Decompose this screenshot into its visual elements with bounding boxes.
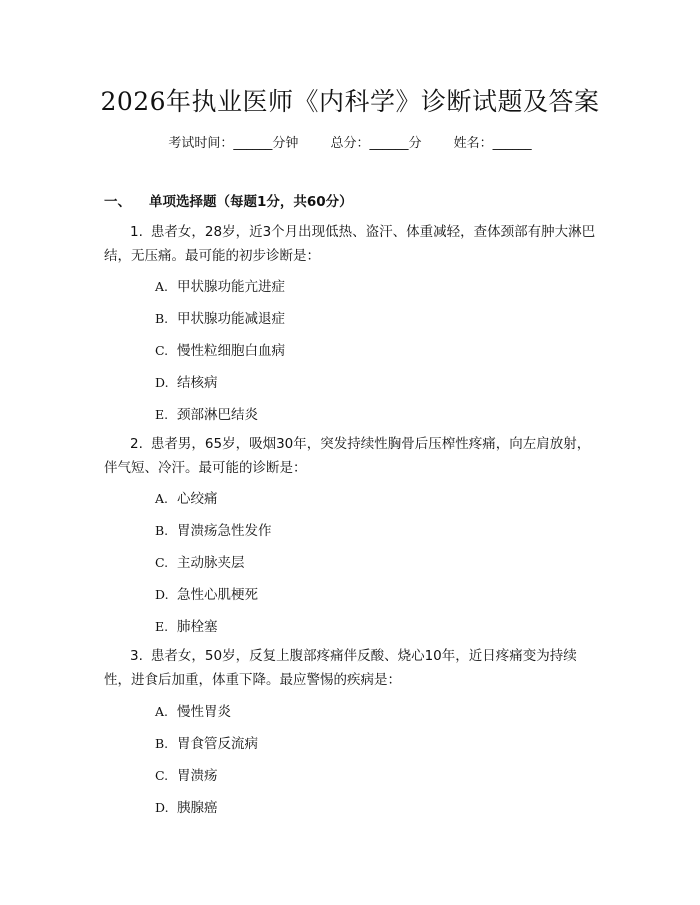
question-1-option-e[interactable]: [155, 403, 258, 423]
option-letter: C.: [155, 343, 169, 358]
section-number: 一、: [104, 194, 131, 210]
question-text: 患者男，65岁，吸烟30年，突发持续性胸骨后压榨性疼痛，向左肩放射，伴气短、冷汗。最可能的诊断是：: [104, 436, 591, 476]
question-3-option-d[interactable]: [155, 796, 218, 816]
question-2-option-b[interactable]: [155, 519, 272, 539]
question-2-option-d[interactable]: [155, 583, 258, 603]
name-field: 姓名：______: [453, 136, 532, 151]
option-text: 颈部淋巴结炎: [177, 407, 258, 423]
question-text: 患者女，28岁，近3个月出现低热、盗汗、体重减轻，查体颈部有肿大淋巴结，无压痛。最可能的初步诊断是：: [104, 224, 596, 264]
question-3-option-b[interactable]: [155, 732, 258, 752]
option-text: 心绞痛: [177, 491, 218, 507]
option-letter: D.: [155, 375, 169, 390]
question-1-option-c[interactable]: [155, 339, 285, 359]
option-text: 甲状腺功能减退症: [177, 311, 285, 327]
question-1-option-a[interactable]: [155, 275, 285, 295]
option-letter: E.: [155, 619, 169, 634]
question-3-option-c[interactable]: [155, 764, 218, 784]
option-letter: B.: [155, 736, 169, 751]
option-letter: C.: [155, 555, 169, 570]
section-heading: [104, 190, 353, 210]
option-letter: A.: [155, 279, 169, 294]
option-letter: D.: [155, 800, 169, 815]
question-2-stem: [104, 432, 600, 480]
option-text: 胃食管反流病: [177, 736, 258, 752]
page-title: 2026年执业医师《内科学》诊断试题及答案: [100, 87, 600, 116]
option-text: 结核病: [177, 375, 218, 391]
option-text: 慢性胃炎: [177, 704, 231, 720]
question-3-option-a[interactable]: [155, 700, 231, 720]
question-3-stem: [104, 644, 600, 692]
option-text: 肺栓塞: [177, 619, 218, 635]
question-1-option-b[interactable]: [155, 307, 285, 327]
exam-meta: [0, 132, 700, 151]
option-letter: A.: [155, 491, 169, 506]
total-score-field: 总分：______分: [330, 136, 422, 151]
option-letter: A.: [155, 704, 169, 719]
option-text: 胰腺癌: [177, 800, 218, 816]
exam-time-field: 考试时间：______分钟: [168, 136, 299, 151]
option-letter: E.: [155, 407, 169, 422]
option-letter: B.: [155, 311, 169, 326]
option-text: 慢性粒细胞白血病: [177, 343, 285, 359]
option-text: 甲状腺功能亢进症: [177, 279, 285, 295]
option-text: 急性心肌梗死: [177, 587, 258, 603]
option-text: 主动脉夹层: [177, 555, 245, 571]
question-1-option-d[interactable]: [155, 371, 218, 391]
option-letter: B.: [155, 523, 169, 538]
option-letter: D.: [155, 587, 169, 602]
question-2-option-c[interactable]: [155, 551, 245, 571]
option-letter: C.: [155, 768, 169, 783]
question-1-stem: [104, 220, 600, 268]
section-title: 单项选择题（每题1分，共60分）: [149, 194, 353, 210]
question-2-option-a[interactable]: [155, 487, 218, 507]
question-number: 3.: [130, 648, 143, 664]
option-text: 胃溃疡急性发作: [177, 523, 272, 539]
question-number: 1.: [130, 224, 143, 240]
question-2-option-e[interactable]: [155, 615, 218, 635]
question-number: 2.: [130, 436, 143, 452]
option-text: 胃溃疡: [177, 768, 218, 784]
question-text: 患者女，50岁，反复上腹部疼痛伴反酸、烧心10年，近日疼痛变为持续性，进食后加重，体重下降。最应警惕的疾病是：: [104, 648, 577, 688]
